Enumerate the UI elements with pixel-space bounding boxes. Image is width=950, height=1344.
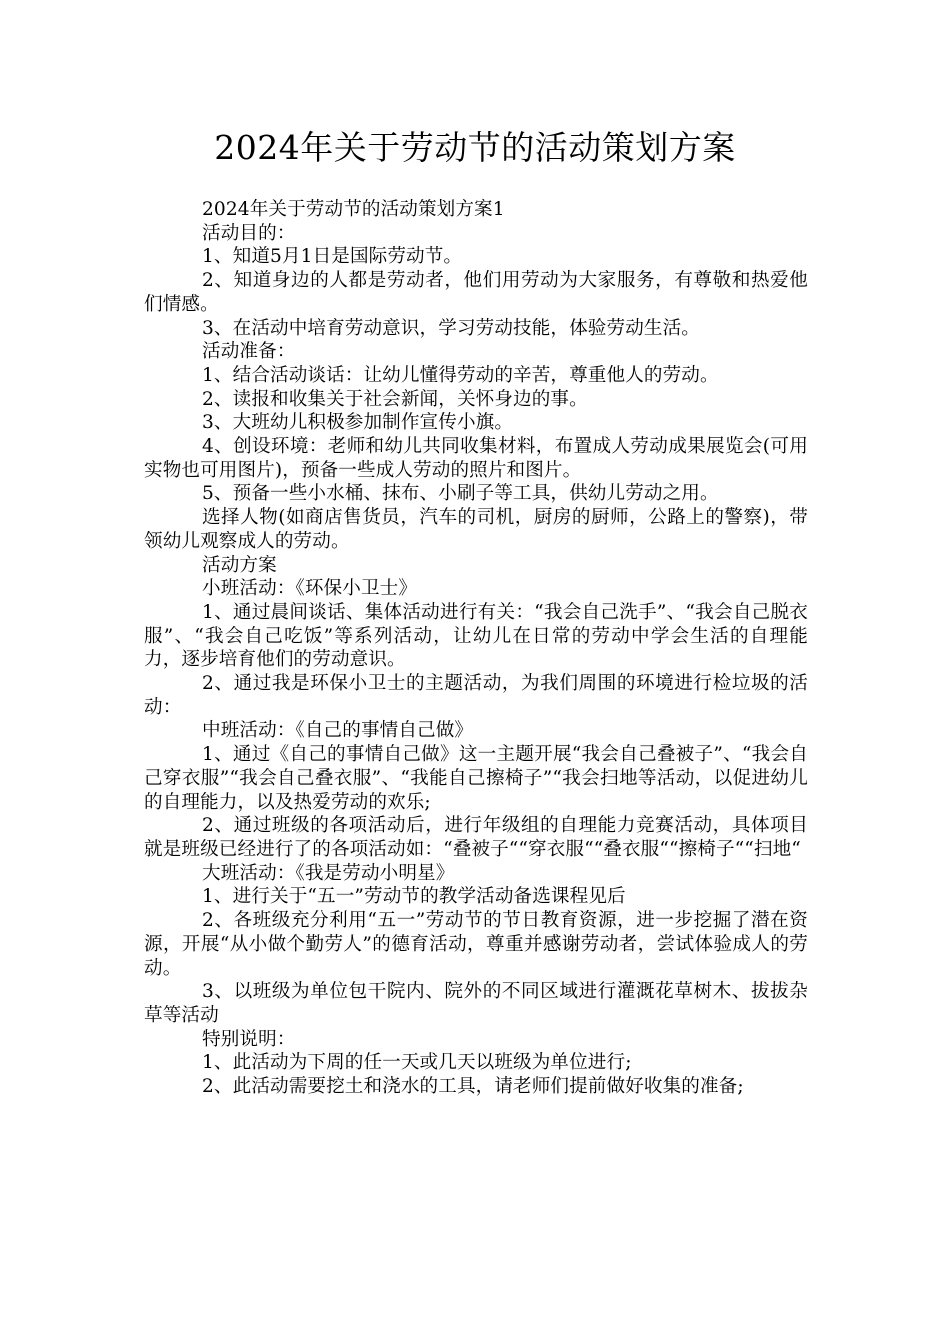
paragraph-heading-plan: 活动方案 [202, 554, 277, 576]
paragraph: 2、此活动需要挖土和浇水的工具，请老师们提前做好收集的准备; [202, 1076, 744, 1098]
paragraph: 3、以班级为单位包干院内、院外的不同区域进行灌溉花草树木、拔拔杂草等活动 [144, 981, 808, 1026]
paragraph-heading-big-class: 大班活动：《我是劳动小明星》 [202, 862, 455, 884]
paragraph: 1、通过晨间谈话、集体活动进行有关：“我会自己洗手”、“我会自己脱衣服”、“我会自己吃饭”等系列活动，让幼儿在日常的劳动中学会生活的自理能力，逐步培育他们的劳动意识。 [144, 601, 808, 671]
paragraph-heading-middle-class: 中班活动：《自己的事情自己做》 [202, 720, 474, 742]
paragraph: 1、知道5月1日是国际劳动节。 [202, 246, 463, 268]
paragraph: 5、预备一些小水桶、抹布、小刷子等工具，供幼儿劳动之用。 [202, 483, 719, 505]
paragraph: 1、此活动为下周的任一天或几天以班级为单位进行; [202, 1052, 632, 1074]
document-body [144, 198, 808, 1099]
paragraph: 2、各班级充分利用“五一”劳动节的节日教育资源，进一步挖掘了潜在资源，开展“从小做个勤劳人”的德育活动，尊重并感谢劳动者，尝试体验成人的劳动。 [144, 910, 808, 979]
document-title: 2024年关于劳动节的活动策划方案 [214, 128, 736, 167]
paragraph-subtitle: 2024年关于劳动节的活动策划方案1 [202, 199, 505, 220]
paragraph-heading-small-class: 小班活动：《环保小卫士》 [202, 578, 418, 600]
paragraph: 2、读报和收集关于社会新闻，关怀身边的事。 [202, 388, 588, 410]
paragraph: 3、大班幼儿积极参加制作宣传小旗。 [202, 412, 514, 434]
paragraph: 1、结合活动谈话：让幼儿懂得劳动的辛苦，尊重他人的劳动。 [202, 364, 719, 386]
paragraph: 2、通过我是环保小卫士的主题活动，为我们周围的环境进行检垃圾的活动： [144, 673, 808, 718]
paragraph: 1、通过《自己的事情自己做》这一主题开展“我会自己叠被子”、“我会自己穿衣服”“我会自己叠衣服”、“我能自己擦椅子”“我会扫地等活动，以促进幼儿的自理能力，以及热爱劳动的欢乐; [144, 744, 808, 813]
paragraph: 2、知道身边的人都是劳动者，他们用劳动为大家服务，有尊敬和热爱他们情感。 [144, 270, 808, 315]
paragraph: 2、通过班级的各项活动后，进行年级组的自理能力竞赛活动，具体项目就是班级已经进行了的各项活动如：“叠被子““穿衣服““叠衣服““擦椅子““扫地“ [144, 815, 808, 860]
paragraph-heading-preparation: 活动准备： [202, 341, 296, 363]
paragraph-heading-notes: 特别说明： [202, 1028, 296, 1050]
paragraph: 3、在活动中培育劳动意识，学习劳动技能，体验劳动生活。 [202, 317, 700, 339]
paragraph: 4、创设环境：老师和幼儿共同收集材料，布置成人劳动成果展览会(可用实物也可用图片)，预备一些成人劳动的照片和图片。 [144, 436, 808, 481]
paragraph: 选择人物(如商店售货员，汽车的司机，厨房的厨师，公路上的警察)，带领幼儿观察成人的劳动。 [144, 507, 808, 552]
paragraph: 1、进行关于“五一”劳动节的教学活动备选课程见后 [202, 886, 626, 908]
paragraph-heading-purpose: 活动目的： [202, 222, 296, 244]
